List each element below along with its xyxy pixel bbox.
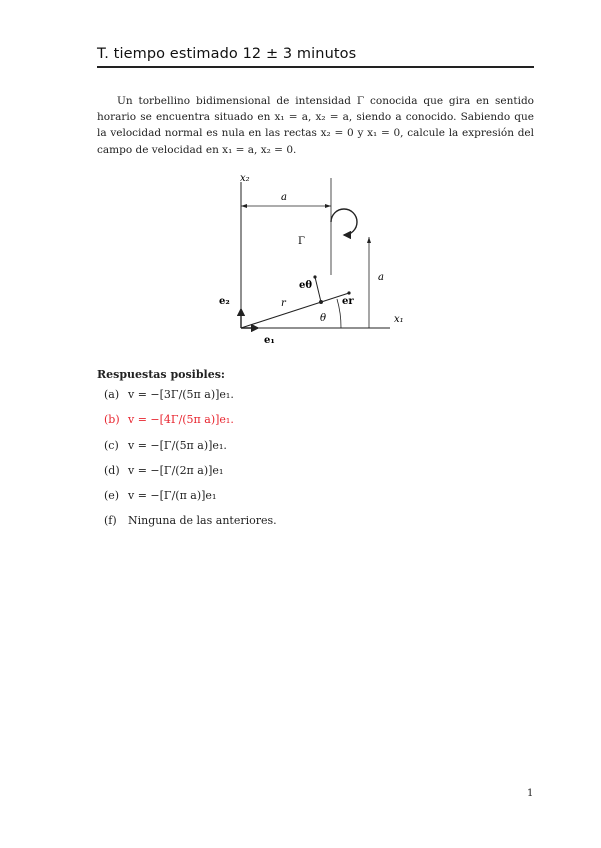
answer-option-b[interactable] xyxy=(104,413,277,438)
label-e2: e₂ xyxy=(219,296,230,307)
label-e-theta: eθ xyxy=(299,280,313,291)
option-text: v = −[Γ/(2π a)]e₁ xyxy=(128,463,224,477)
answer-option-d[interactable] xyxy=(104,464,277,489)
answers-title: Respuestas posibles: xyxy=(97,368,225,381)
option-text: v = −[3Γ/(5π a)]e₁. xyxy=(128,388,234,401)
label-a-right: a xyxy=(378,272,384,283)
answer-option-c[interactable] xyxy=(104,439,277,464)
page-header-title: T. tiempo estimado 12 ± 3 minutos xyxy=(97,46,357,62)
label-e1: e₁ xyxy=(264,335,275,346)
answer-option-e[interactable] xyxy=(104,489,277,514)
vortex-rotation-arrow xyxy=(331,209,357,235)
option-text: v = −[4Γ/(5π a)]e₁. xyxy=(128,413,234,427)
option-text: v = −[Γ/(π a)]e₁ xyxy=(128,489,217,503)
option-text: v = −[Γ/(5π a)]e₁. xyxy=(128,438,227,452)
e-theta-vector xyxy=(315,277,321,302)
answer-option-f[interactable] xyxy=(104,514,277,539)
option-label: (b) xyxy=(104,413,120,427)
answer-options-list xyxy=(104,388,277,540)
label-a-top: a xyxy=(281,192,287,203)
option-label: (c) xyxy=(104,438,119,452)
option-label: (a) xyxy=(104,388,120,401)
header-rule xyxy=(97,66,534,68)
problem-statement: Un torbellino bidimensional de intensidad Γ conocida que gira en sentido horario se encuentra situado en x₁ = a, x₂ = a, siendo a conocido. Sabiendo que la velocidad normal es nula en las rectas x₂ = 0 y x₁ = 0, calcule la expresión del campo de velocidad en x₁ = a, x₂ = 0. xyxy=(97,95,534,156)
page-number: 1 xyxy=(527,788,534,799)
theta-arc xyxy=(337,299,341,328)
vortex-diagram xyxy=(210,170,410,350)
label-gamma: Γ xyxy=(298,236,305,247)
option-label: (e) xyxy=(104,489,120,503)
option-label: (d) xyxy=(104,463,120,477)
label-theta: θ xyxy=(320,313,327,324)
option-label: (f) xyxy=(104,514,117,528)
label-e-r: er xyxy=(342,296,354,307)
x1-axis-label: x₁ xyxy=(394,314,404,325)
radius-line xyxy=(241,293,349,328)
option-text: Ninguna de las anteriores. xyxy=(128,514,277,528)
label-r: r xyxy=(281,298,286,309)
x2-axis-label: x₂ xyxy=(240,173,250,184)
answer-option-a[interactable] xyxy=(104,388,277,413)
